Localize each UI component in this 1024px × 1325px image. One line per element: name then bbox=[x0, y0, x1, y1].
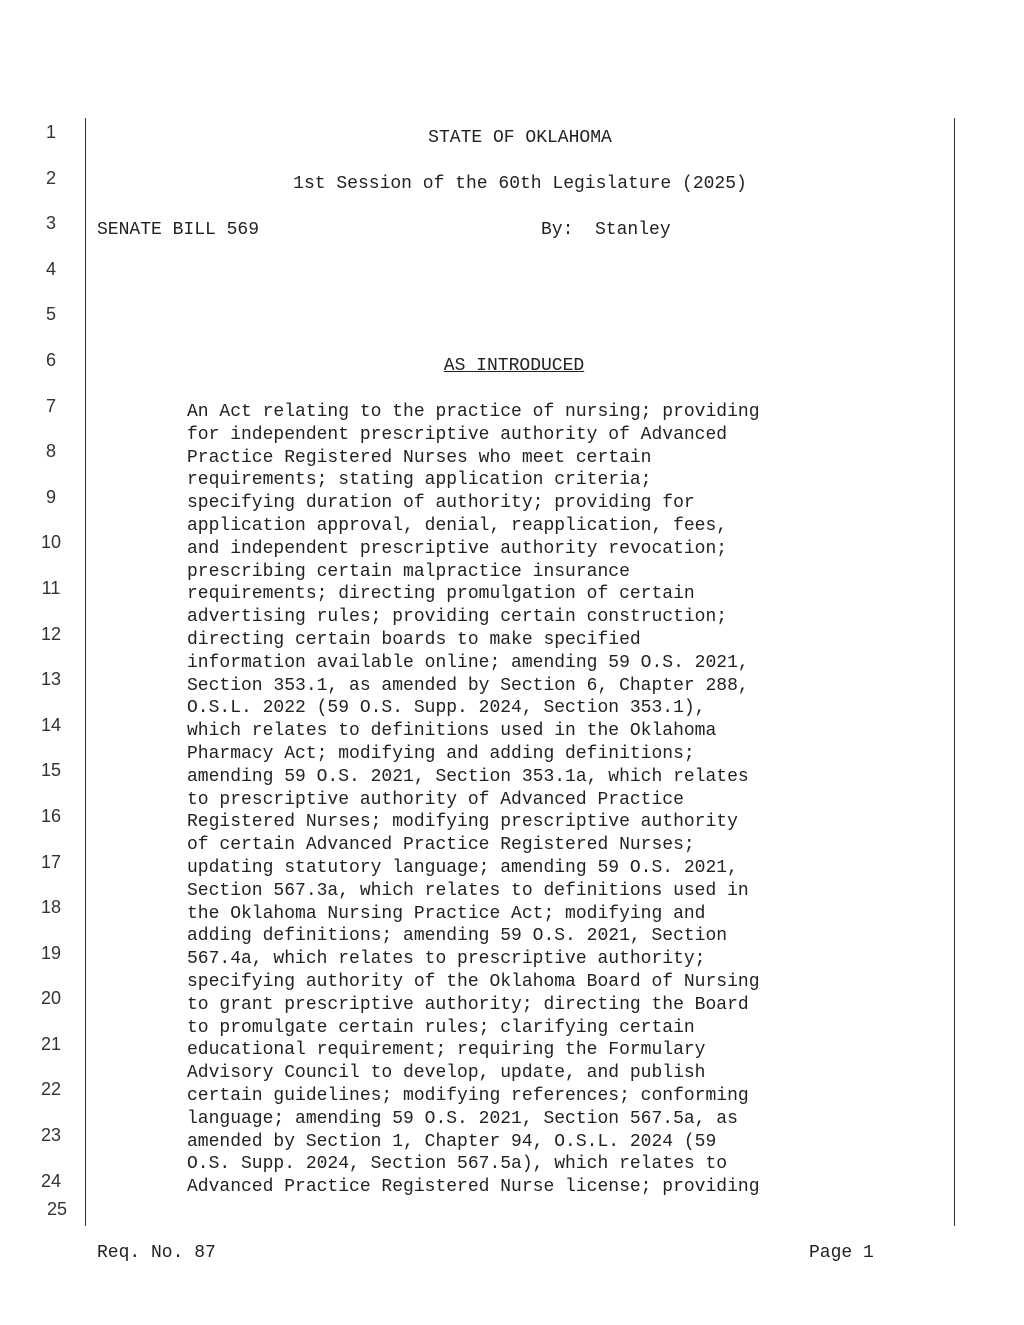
title-line: Advisory Council to develop, update, and publish bbox=[187, 1063, 706, 1084]
line-number: 1 bbox=[45, 122, 56, 142]
title-line: to promulgate certain rules; clarifying certain bbox=[187, 1017, 695, 1038]
status-text: AS INTRODUCED bbox=[443, 356, 585, 376]
left-margin-rule bbox=[85, 118, 86, 1226]
cut-off-line-number bbox=[47, 1199, 69, 1219]
line-number: 17 bbox=[40, 851, 62, 872]
title-line: certain guidelines; modifying references; conforming bbox=[187, 1085, 749, 1106]
page-number: Page 1 bbox=[809, 1243, 874, 1263]
title-line: 567.4a, which relates to prescriptive authority; bbox=[187, 949, 706, 970]
line-number: 9 bbox=[45, 486, 56, 507]
title-line: adding definitions; amending 59 O.S. 2021, Section bbox=[187, 926, 728, 947]
line-number: 19 bbox=[40, 942, 62, 963]
line-number: 10 bbox=[40, 532, 62, 553]
line-number: 15 bbox=[40, 760, 62, 781]
line-number: 11 bbox=[41, 577, 61, 598]
line-number: 14 bbox=[40, 714, 62, 735]
title-line: which relates to definitions used in the Oklahoma bbox=[187, 721, 717, 742]
title-line: the Oklahoma Nursing Practice Act; modifying and bbox=[187, 903, 706, 924]
title-line: educational requirement; requiring the Formulary bbox=[187, 1040, 706, 1061]
title-line: Advanced Practice Registered Nurse license; providing bbox=[187, 1177, 760, 1198]
line-number: 6 bbox=[45, 349, 56, 370]
line-number: 24 bbox=[40, 1170, 62, 1191]
status-heading bbox=[86, 356, 942, 376]
line-number: 3 bbox=[45, 213, 56, 234]
line-number: 8 bbox=[45, 441, 56, 462]
state-heading: STATE OF OKLAHOMA bbox=[428, 128, 612, 148]
bill-title bbox=[187, 401, 760, 1199]
title-line: Practice Registered Nurses who meet certain bbox=[187, 447, 652, 468]
title-line: Section 567.3a, which relates to definitions used in bbox=[187, 880, 749, 901]
line-number: 21 bbox=[40, 1033, 62, 1054]
right-margin-rule bbox=[954, 118, 955, 1226]
line-number: 5 bbox=[45, 304, 56, 325]
line-number: 18 bbox=[40, 897, 62, 918]
title-line: of certain Advanced Practice Registered Nurses; bbox=[187, 835, 695, 856]
title-line: Pharmacy Act; modifying and adding definitions; bbox=[187, 743, 695, 764]
line-number: 13 bbox=[40, 669, 62, 690]
session-heading: 1st Session of the 60th Legislature (2025) bbox=[293, 174, 747, 194]
title-line: amended by Section 1, Chapter 94, O.S.L. 2024 (59 bbox=[187, 1131, 717, 1152]
title-line: Registered Nurses; modifying prescriptive authority bbox=[187, 812, 738, 833]
title-line: updating statutory language; amending 59 O.S. 2021, bbox=[187, 857, 738, 878]
line-number: 4 bbox=[45, 258, 56, 279]
line-number: 23 bbox=[40, 1125, 62, 1146]
line-number: 7 bbox=[45, 395, 56, 416]
line-number: 16 bbox=[40, 805, 62, 826]
title-line: requirements; directing promulgation of certain bbox=[187, 584, 695, 605]
title-line: specifying authority of the Oklahoma Board of Nursing bbox=[187, 971, 760, 992]
title-line: for independent prescriptive authority of Advanced bbox=[187, 424, 728, 445]
title-line: requirements; stating application criteria; bbox=[187, 470, 652, 491]
title-line: information available online; amending 59 O.S. 2021, bbox=[187, 652, 749, 673]
title-line: and independent prescriptive authority revocation; bbox=[187, 538, 728, 559]
title-line: directing certain boards to make specified bbox=[187, 629, 641, 650]
line-number: 20 bbox=[40, 988, 62, 1009]
title-line: to grant prescriptive authority; directing the Board bbox=[187, 994, 749, 1015]
title-line: to prescriptive authority of Advanced Practice bbox=[187, 789, 684, 810]
line-numbers bbox=[30, 118, 72, 1212]
request-number: Req. No. 87 bbox=[97, 1243, 216, 1263]
cut-off-line-number-text: 25 bbox=[47, 1199, 68, 1219]
title-line: language; amending 59 O.S. 2021, Section 567.5a, as bbox=[187, 1108, 738, 1129]
title-line: specifying duration of authority; providing for bbox=[187, 493, 695, 514]
bill-author: By: Stanley bbox=[541, 220, 671, 240]
title-line: prescribing certain malpractice insurance bbox=[187, 561, 630, 582]
line-number: 12 bbox=[40, 623, 62, 644]
line-number: 22 bbox=[40, 1079, 62, 1100]
title-line: O.S. Supp. 2024, Section 567.5a), which relates to bbox=[187, 1154, 728, 1175]
title-line: An Act relating to the practice of nursing; providing bbox=[187, 402, 760, 422]
title-line: O.S.L. 2022 (59 O.S. Supp. 2024, Section 353.1), bbox=[187, 698, 706, 719]
title-line: advertising rules; providing certain construction; bbox=[187, 607, 728, 628]
bill-number: SENATE BILL 569 bbox=[97, 220, 260, 240]
title-line: Section 353.1, as amended by Section 6, Chapter 288, bbox=[187, 675, 749, 696]
title-line: amending 59 O.S. 2021, Section 353.1a, which relates bbox=[187, 766, 749, 787]
line-number: 2 bbox=[45, 167, 56, 188]
title-line: application approval, denial, reapplication, fees, bbox=[187, 515, 728, 536]
